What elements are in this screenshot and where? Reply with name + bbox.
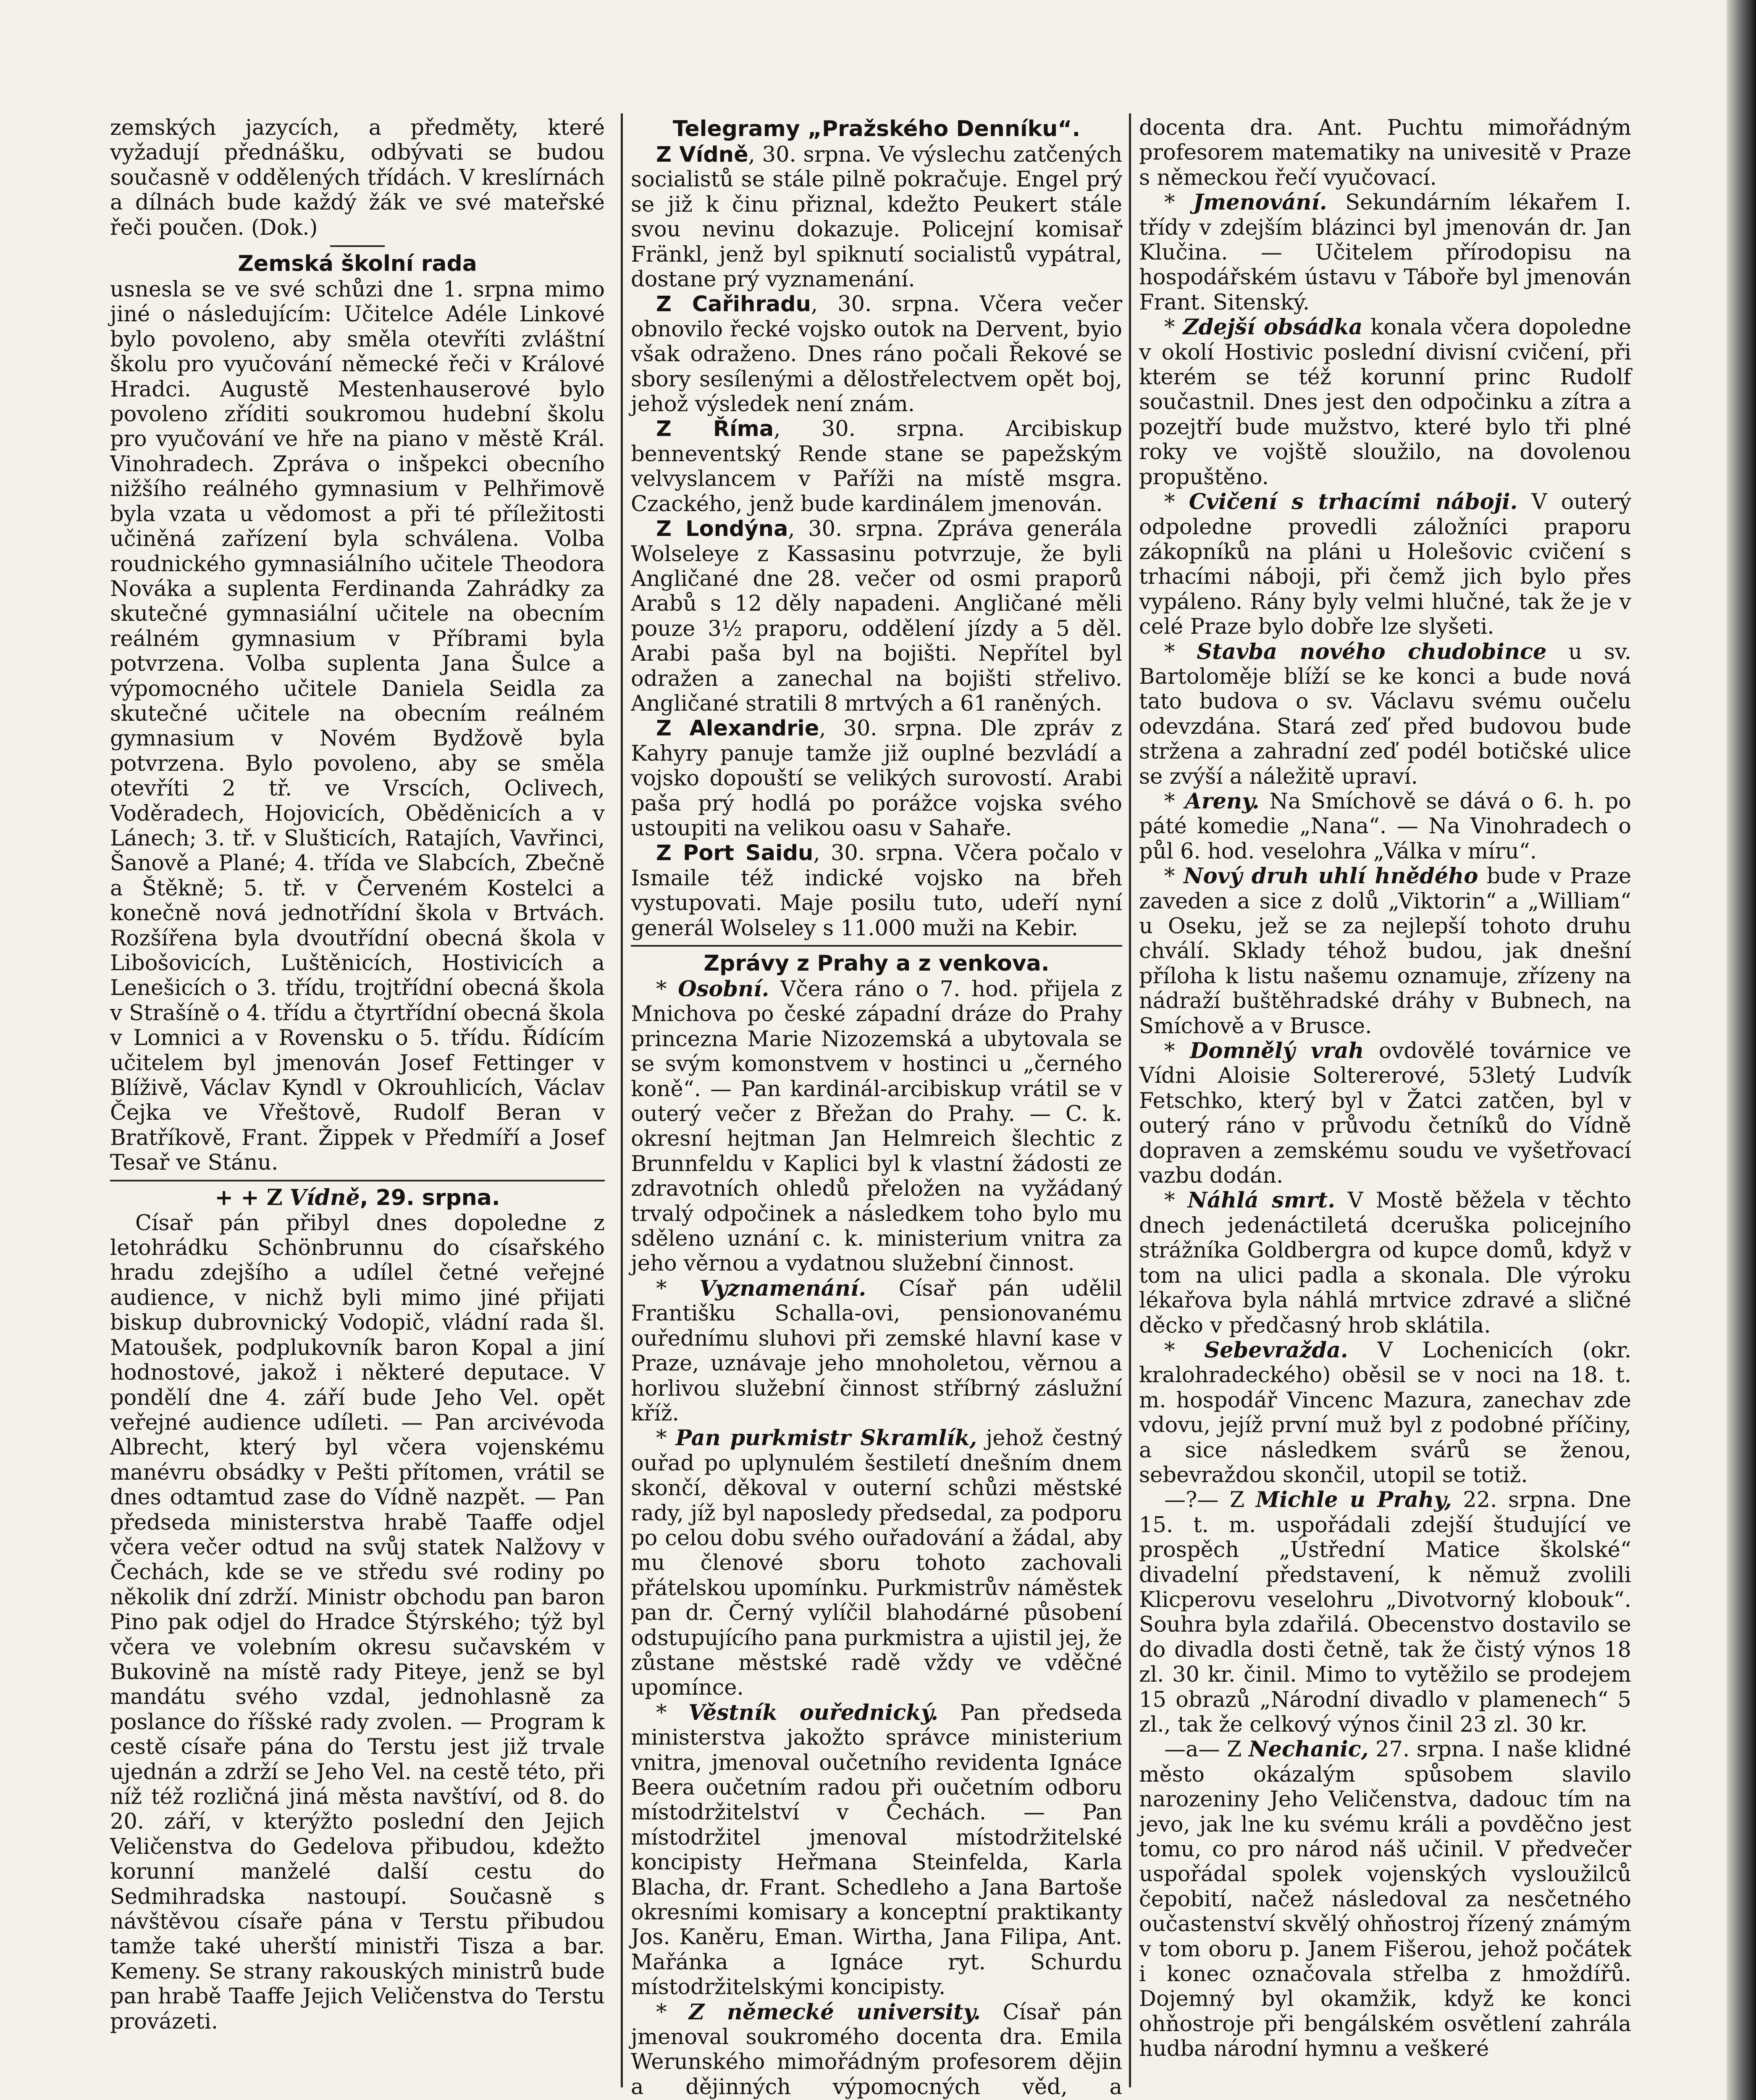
- vienna-article: Císař pán přibyl dnes dopoledne z letohrádku Schönbrunnu do císařského hradu zdejšího a udílel četné veřejné audience, v nichž byli mimo jiné přijati biskup dubrovnický Vodopič, vládní rada šl. Matoušek, podplukovník baron Kopal a jiní hodnostové, jakož i některé deputace. V pondělí dne 4. září bude Jeho Vel. opět veřejné audience udíleti. — Pan arcivévoda Albrecht, který byl včera vojenskému manévru obsádky v Pešti přítomen, vrátil se dnes odtamtud zase do Vídně nazpět. — Pan předseda ministerstva hrabě Taaffe odjel včera večer odtud na svůj statek Nalžovy v Čechách, kde se ve středu své rodiny po několik dní zdrží. Ministr obchodu pan baron Pino pak odjel do Hradce Štýrského; týž byl včera ve volebním okresu sučavském v Bukovině na místě rady Piteye, jenž se byl mandátu svého vzdal, jednohlasně za poslance do říšské rady zvolen. — Program k cestě císaře pána do Terstu jest již trvale ujednán a zdrží se Jeho Vel. na cestě této, při níž též rozličná jiná města navštíví, od 8. do 20. září, v kterýžto poslední den Jejich Veličenstva do Gedelova přibudou, kdežto korunní manželé další cestu do Sedmihradska nastoupí. Současně s návštěvou císaře pána v Terstu přibudou tamže také uherští ministři Tisza a bar. Kemeny. Se strany rakouských ministrů bude pan hrabě Taaffe Jejich Veličenstva do Terstu provázeti.: [110, 1210, 605, 2034]
- telegram-port-said: Z Port Saidu, 30. srpna. Včera počalo v Ismaile též indické vojsko na břeh vystupovati. Maje posilu tuto, udeří nyní generál Wolseley s 11.000 muži na Kebir.: [631, 841, 1122, 941]
- col3-continuation: docenta dra. Ant. Puchtu mimořádným profesorem matematiky na univesitě v Praze s německou řečí vyučovací.: [1139, 116, 1631, 190]
- column-2: [631, 116, 1122, 2100]
- news-decoration: * Vyznamenání. Císař pán udělil Františku Schalla-ovi, pensionovanému ouřednímu sluhovi při zemské hlavní kase v Praze, uznávaje jeho mnoholetou, věrnou a horlivou služební činnost stříbrný záslužní kříž.: [631, 1276, 1122, 1426]
- heading-prague-news: Zprávy z Prahy a z venkova.: [703, 951, 1050, 976]
- column-rule-2: [1129, 113, 1131, 2087]
- correspondence-michle: —?— Z Michle u Prahy, 22. srpna. Dne 15. t. m. uspořádali zdejší študující ve prospěch „Ústřední Matice školské“ divadelní představení, k němuž zvolili Klicperovu veselohru „Divotvorný klobouk“. Souhra byla zdařilá. Obecenstvo dostavilo se do divadla dosti četně, tak že čistý výnos 18 zl. 30 kr. činil. Mimo to vytěžilo se prodejem 15 obrazů „Národní divadlo v plamenech“ 5 zl., tak že celkový výnos činil 23 zl. 30 kr.: [1139, 1487, 1631, 1737]
- news-brown-coal: * Nový druh uhlí hnědého bude v Praze zaveden a sice z dolů „Viktorin“ a „William“ u Oseku, jež se za nejlepší tohoto druhu chválí. Sklady téhož budou, jak dnešní příloha k listu našemu oznamuje, zřízeny na nádraží buštěhradské dráhy v Bubnech, na Smíchově a v Brusce.: [1139, 864, 1631, 1039]
- article-rule: [110, 1180, 605, 1181]
- news-appointments: * Jmenování. Sekundárním lékařem I. třídy v zdejším blázinci byl jmenován dr. Jan Klučina. — Učitelem přírodopisu na hospodářském ústavu v Táboře byl jmenován Frant. Sitenský.: [1139, 190, 1632, 315]
- page-edge: [1727, 0, 1756, 2100]
- heading-telegrams: Telegramy „Pražského Denníku“.: [672, 116, 1081, 142]
- school-board-article: usnesla se ve své schůzi dne 1. srpna mimo jiné o následujícím: Učitelce Adéle Linkové bylo povoleno, aby směla otevříti zvláštní školu pro vyučování německé řeči v Králové Hradci. Augustě Mestenhauserové bylo povoleno zříditi soukromou hudební školu pro vyučování ve hře na piano v městě Král. Vinohradech. Zpráva o inšpekci obecního nižšího reálného gymnasium v Pelhřimově byla vzata u vědomost a při té příležitosti učiněná zařízení byla schválena. Volba roudnického gymnasiálního učitele Theodora Nováka a suplenta Ferdinanda Zahrádky za skutečné gymnasiální učitele na obecním reálném gymnasium v Příbrami byla potvrzena. Volba suplenta Jana Šulce a výpomocného učitele Daniela Seidla za skutečné učitele na obecním reálném gymnasium v Novém Bydžově byla potvrzena. Bylo povoleno, aby se směla otevříti 2 tř. ve Vrscích, Oclivech, Voděradech, Hojovicích, Oběděnicích a v Lánech; 3. tř. v Slušticích, Ratajích, Vavřinci, Šanově a Plané; 4. třída ve Slabcích, Zbečně a Štěkně; 5. tř. v Červeném Kostelci a konečně nová jednotřídní škola v Brtvách. Rozšířena byla dvoutřídní obecná škola v Libošovicích, Luštěnicích, Hostivicích a Lenešicích o 3. třídu, trojtřídní obecná škola v Strašíně o 4. třídu a čtyrtřídní obecná škola v Lomnici a v Rovensku o 5. třídu. Řídícím učitelem byl jmenován Josef Fettinger v Blíživě, Václav Kyndl v Okrouhlicích, Václav Čejka ve Vřeštově, Rudolf Beran v Bratříkově, Frant. Žippek v Předmíří a Josef Tesař ve Stánu.: [110, 277, 605, 1176]
- news-suicide: * Sebevražda. V Lochenicích (okr. kralohradeckého) oběsil se v noci na 18. t. m. hospodář Vincenc Mazura, zanechav zde vdovu, jejíž první muž byl z podobné příčiny, a sice následkem svárů se ženou, sebevraždou skončil, utopil se totiž.: [1139, 1337, 1632, 1488]
- news-suspected-murderer: * Domnělý vrah ovdovělé továrnice ve Vídni Aloisie Soltererové, 53letý Ludvík Fetschko, který byl v Žatci zatčen, byl v outerý ráno v průvodu četníků do Vídně dopraven a zemskému soudu ve vyšetřovací vazbu dodán.: [1139, 1038, 1631, 1189]
- col1-continuation: zemských jazycích, a předměty, které vyžadují přednášku, odbývati se budou současně v oddělených třídách. V kreslírnách a dílnách bude každý žák ve své mateřské řeči poučen. (Dok.): [110, 116, 605, 240]
- telegram-rome: Z Říma, 30. srpna. Arcibiskup benneventský Rende stane se papežským velvyslancem v Paříži na místě msgra. Czackého, jenž bude kardinálem jmenován.: [631, 417, 1122, 517]
- section-rule: [631, 945, 1122, 947]
- news-arenas: * Areny. Na Smíchově se dává o 6. h. po páté komedie „Nana“. — Na Vinohradech o půl 6. hod. veselohra „Válka v míru“.: [1139, 788, 1632, 864]
- news-official-bulletin: * Věstník ouřednický. Pan předseda ministerstva jakožto správce ministerium vnitra, jmenoval oučetního revidenta Ignáce Beera oučetním radou při oučetním odboru místodržitelství v Čechách. — Pan místodržitel jmenoval místodržitelské koncipisty Heřmana Steinfelda, Karla Blacha, dr. Frant. Schedleho a Jana Bartoše okresními komisary a konceptní praktikanty Jos. Kaněru, Eman. Wirtha, Jana Filipa, Ant. Mařánka a Ignáce ryt. Schurdu místodržitelskými koncipisty.: [631, 1700, 1122, 2000]
- column-3: [1139, 116, 1631, 2100]
- vienna-dateline: + + Z Vídně, 29. srpna.: [215, 1184, 500, 1210]
- news-sudden-death: * Náhlá smrt. V Mostě běžela v těchto dnech jedenáctiletá dceruška policejního strážníka Goldbergra od kupce domů, když v tom na ulici padla a skonala. Dle výroku lékařova byla náhlá mrtvice zdravé a sličné děcko v předčasný hrob sklátila.: [1139, 1188, 1631, 1338]
- short-rule: [330, 245, 385, 247]
- telegram-vienna: Z Vídně, 30. srpna. Ve výslechu zatčených socialistů se stále pilně pokračuje. Engel prý se již k činu přiznal, kdežto Peukert stále svou nevinu dokazuje. Policejní komisař Fränkl, jenž byl spiknutí socialistů vypátral, dostane prý vyznamenání.: [631, 142, 1123, 292]
- news-mayor: * Pan purkmistr Skramlík, jehož čestný ouřad po uplynulém šestiletí dnešním dnem skončí, děkoval v outerní schůzi městské rady, jíž byl naposledy předsedal, za podporu po celou dobu svého ouřadování a žádal, aby mu členové sboru tohoto zachovali přátelskou upomínku. Purkmistrův náměstek pan dr. Černý vylíčil blahodárné působení odstupujícího pana purkmistra a ujistil jej, že zůstane městské radě vždy ve vděčné upomínce.: [631, 1425, 1123, 1701]
- news-german-university: * Z německé university. Císař pán jmenoval soukromého docenta dra. Emila Werunského mimořádným profesorem dějin a dějinných výpomocných věd, a: [631, 1999, 1122, 2100]
- column-rule-1: [621, 113, 623, 2087]
- telegram-london: Z Londýna, 30. srpna. Zpráva generála Wolseleye z Kassasinu potvrzuje, že byli Angličané dne 28. večer od osmi praporů Arabů s 12 děly napadeni. Angličané měli pouze 3½ praporu, oddělení jízdy a 5 děl. Arabi paša byl na bojišti. Nepřítel byl odražen a zanechal na bojišti střelivo. Angličané stratili 8 mrtvých a 61 raněných.: [631, 517, 1122, 716]
- telegram-alexandria: Z Alexandrie, 30. srpna. Dle zpráv z Kahyry panuje tamže již ouplné bezvládí a vojsko dopouští se velikých surovostí. Arabi paša prý hodlá po porážce vojska svého ustoupiti na velikou oasu v Sahaře.: [631, 716, 1123, 841]
- news-poorhouse: * Stavba nového chudobince u sv. Bartoloměje blíží se ke konci a bude nová tato budova o sv. Václavu svému oučelu odevzdána. Stará zeď před budovou bude stržena a zahradní zeď podél botičské ulice se zvýší a náležitě upraví.: [1139, 639, 1632, 789]
- column-1: [110, 116, 605, 2100]
- news-explosive-drill: * Cvičení s trhacími náboji. V outerý odpoledne provedli záložníci praporu zákopníků na pláni u Holešovic cvičení s trhacími náboji, při čemž jich bylo přes vypáleno. Rány byly velmi hlučné, tak že je v celé Praze bylo dobře lze slyšeti.: [1139, 489, 1632, 640]
- news-personal: * Osobní. Včera ráno o 7. hod. přijela z Mnichova po české západní dráze do Prahy princezna Marie Nizozemská a ubytovala se se svým komonstvem v hostinci u „černého koně“. — Pan kardinál-arcibiskup vrátil se v outerý večer z Břežan do Prahy. — C. k. okresní hejtman Jan Helmreich šlechtic z Brunnfeldu v Kaplici byl k vlastní žádosti ze zdravotních ohledů přeložen na vyžádaný trvalý odpočinek a následkem toho bylo mu sděleno uznání c. k. ministerium vnitra za jeho věrnou a vydatnou služební činnost.: [631, 976, 1122, 1276]
- heading-school-board: Zemská školní rada: [238, 251, 477, 277]
- telegram-constantinople: Z Cařihradu, 30. srpna. Včera večer obnovilo řecké vojsko outok na Dervent, byio však odraženo. Dnes ráno počali Řekové se sbory sesílenými a dělostřelectvem opět boj, jehož výsledek není znám.: [631, 292, 1122, 417]
- news-garrison: * Zdejší obsádka konala včera dopoledne v okolí Hostivic poslední divisní cvičení, při kterém se též korunní princ Rudolf součastnil. Dnes jest den odpočinku a zítra a pozejtří bude mužstvo, které bylo tři plné roky ve vojště sloužilo, na dovolenou propuštěno.: [1139, 315, 1632, 490]
- correspondence-nechanice: —a— Z Nechanic, 27. srpna. I naše klidné město okázalým spůsobem slavilo narozeniny Jeho Veličenstva, dadouc tím na jevo, jak lne ku svému králi a povděčno jest tomu, co pro národ náš učinil. V předvečer uspořádal spolek vojenských vysloužilců čepobití, načež následoval za nesčetného oučastenství skvělý ohňostroj řízený známým v tom oboru p. Janem Fišerou, jehož počátek i konec označovala střelba z hmoždířů. Dojemný byl okamžik, když ke konci ohňostroje při bengálském osvětlení zahrála hudba národní hymnu a veškeré: [1139, 1737, 1631, 2062]
